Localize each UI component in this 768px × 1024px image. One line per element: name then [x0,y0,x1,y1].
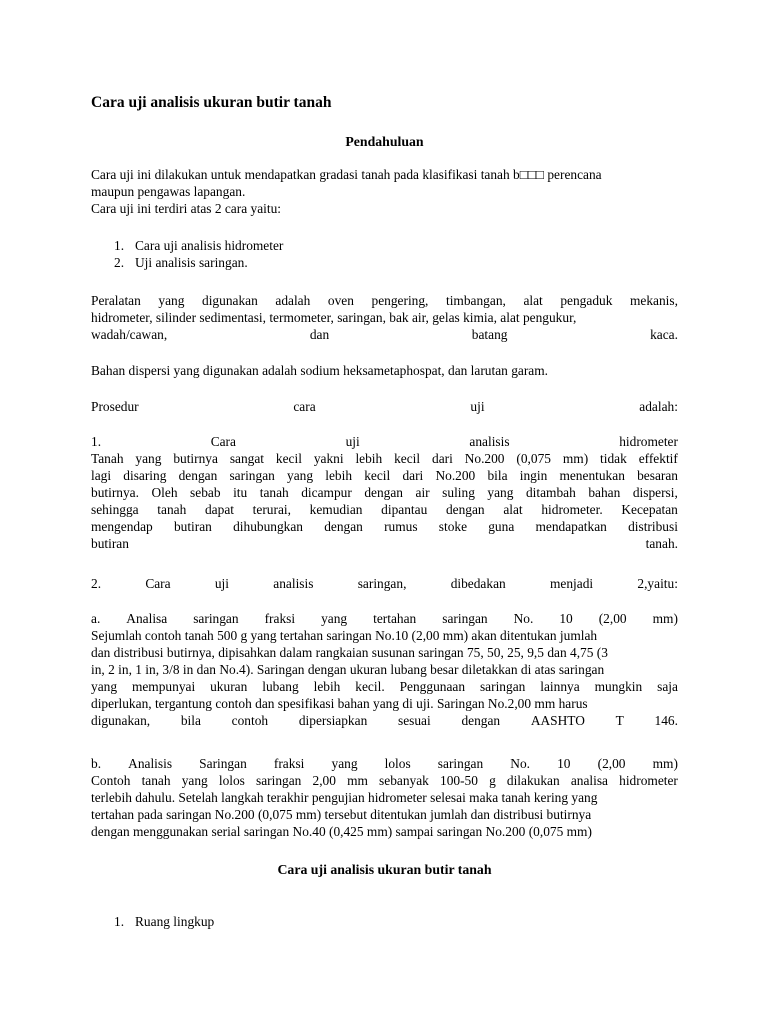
word: dicampur [301,485,352,500]
word: yang [135,451,162,466]
word: hidrometer. [541,502,603,517]
word: oven [327,293,354,308]
word: hidrometer [619,434,678,449]
text-line: terlebih dahulu. Setelah langkah terakhir pengujian hidrometer selesai maka tanah kering yang [91,790,598,805]
word: tanah. [645,536,678,551]
word: 100-50 [440,773,478,788]
text-line [91,772,678,789]
word: fraksi [273,756,305,771]
word: saringan [256,773,302,788]
text [91,501,678,518]
text [91,484,678,501]
text [91,678,678,695]
word: butiran [91,536,129,551]
word: fraksi [264,611,296,626]
text-line: Sejumlah contoh tanah 500 g yang tertahan saringan No.10 (2,00 mm) akan ditentukan jumlah [91,628,598,643]
word: lolos [384,756,411,771]
word: effektif [638,451,678,466]
word: dengan [178,468,218,483]
text-line [91,518,678,535]
word: AASHTO [530,713,585,728]
word: batang [471,327,508,342]
word: Cara [145,576,171,591]
text [91,450,678,467]
word: yang [91,679,118,694]
word: guna [488,519,515,534]
word: disaring [123,468,167,483]
word: dengan [324,519,363,534]
word: digunakan [202,293,258,308]
word: wadah/cawan, [91,327,168,342]
word: lebih [325,468,353,483]
word: mm [347,773,368,788]
word: mm) [652,611,678,626]
intro-line: Cara uji ini terdiri atas 2 cara yaitu: [91,201,281,216]
word: lagi [91,468,112,483]
word: kemudian [309,502,363,517]
word: adalah: [639,399,678,414]
word: hidrometer [619,773,678,788]
word: kaca. [650,327,678,342]
word: No. [510,756,530,771]
word: b. [91,756,102,771]
word: pengering, [371,293,429,308]
word: suling [442,485,475,500]
text [91,292,678,309]
text [91,467,678,484]
word: (2,00 [598,611,627,626]
fraksi-b-section [91,755,678,840]
word: T [615,713,624,728]
word: Analisa [126,611,168,626]
word: yang [158,293,185,308]
justified-line [91,326,678,343]
list-text: Ruang lingkup [135,914,215,929]
word: yakni [313,451,344,466]
word: dapat [204,502,234,517]
word: sangat [229,451,265,466]
text-line: in, 2 in, 1 in, 3/8 in dan No.4). Saringan dengan ukuran lubang besar diletakkan di atas saringan [91,662,605,677]
word: tanah [259,485,289,500]
word: lebih [355,451,383,466]
word: ingin [519,468,548,483]
word: saringan [193,611,239,626]
word: saringan [229,468,275,483]
intro-paragraph [91,166,678,217]
word: butirnya [173,451,218,466]
list-number: 2. [114,255,125,270]
word: Oleh [151,485,178,500]
word: No.200 [464,451,505,466]
intro-line: Cara uji ini dilakukan untuk mendapatkan gradasi tanah pada klasifikasi tanah b□□□ perencana [91,167,602,182]
word: tertahan [373,611,417,626]
text-line [91,450,678,467]
word: menjadi [549,576,594,591]
word: 10 [557,756,571,771]
word: dan [309,327,330,342]
word: kecil [364,468,391,483]
word: menentukan [559,468,625,483]
text-line: dengan menggunakan serial saringan No.40 (0,425 mm) sampai saringan No.200 (0,075 mm) [91,824,592,839]
word: butirnya. [91,485,139,500]
word: Peralatan [91,293,141,308]
word: Cara [210,434,236,449]
saringan-heading [91,575,678,592]
text-line: diperlukan, tergantung contoh dan spesifikasi bahan yang di uji. Saringan No.2,00 mm harus [91,696,588,711]
word: lolos [218,773,245,788]
list-item [114,254,283,271]
word: besaran [637,468,678,483]
text-line [91,501,678,518]
word: ditambah [525,485,576,500]
word: bila [180,713,201,728]
word: alat [523,293,543,308]
word: kecil. [355,679,385,694]
word: dipersiapkan [298,713,368,728]
text-line [91,467,678,484]
word: saringan, [357,576,407,591]
fraksi-b-heading [91,755,678,772]
word: mm) [562,451,589,466]
word: saja [657,679,678,694]
word: kecil [394,451,421,466]
word: 2. [91,576,102,591]
word: analisis [273,576,314,591]
word: adalah [275,293,311,308]
word: dipantau [381,502,428,517]
intro-line: maupun pengawas lapangan. [91,184,246,199]
list-item [114,913,214,930]
list-number: 1. [114,238,125,253]
word: dengan [445,502,485,517]
word: bila [487,468,508,483]
word: Analisis [128,756,173,771]
word: yang [487,485,514,500]
word: ukuran [210,679,248,694]
text-line [91,484,678,501]
word: sesuai [397,713,431,728]
word: Contoh [91,773,131,788]
word: uji [214,576,229,591]
word: Penggunaan [399,679,466,694]
word: mendapatkan [535,519,607,534]
list-text: Cara uji analisis hidrometer [135,238,284,253]
word: mm) [652,756,678,771]
word: uji [470,399,485,414]
word: mengendap [91,519,153,534]
word: No.200 [435,468,476,483]
word: dari [402,468,424,483]
scope-list [114,913,214,930]
fraksi-a-heading [91,610,678,627]
word: saringan [437,756,484,771]
word: 1. [91,434,102,449]
word: mekanis, [629,293,678,308]
word: timbangan, [445,293,506,308]
word: mempunyai [131,679,196,694]
prosedur-line [91,398,678,415]
word: (0,075 [516,451,551,466]
text-line: hidrometer, silinder sedimentasi, termometer, saringan, bak air, gelas kimia, alat pengukur, [91,310,577,325]
word: Saringan [199,756,247,771]
word: 2,00 [312,773,336,788]
word: tanah [141,773,171,788]
word: air [415,485,430,500]
list-item [114,237,283,254]
text-line: tertahan pada saringan No.200 (0,075 mm) tersebut ditentukan jumlah dan distribusi butirnya [91,807,592,822]
document-title: Cara uji analisis ukuran butir tanah [91,94,332,111]
text-line: dan distribusi butirnya, dipisahkan dalam rangkaian susunan saringan 75, 50, 25, 9,5 dan 4,75 (3 [91,645,608,660]
word: alat [503,502,523,517]
word: contoh [231,713,269,728]
word: Kecepatan [621,502,678,517]
word: yang [287,468,314,483]
section-heading-cara-uji: Cara uji analisis ukuran butir tanah [277,862,492,877]
word: kecil [275,451,302,466]
peralatan-paragraph [91,292,678,343]
word: uji [345,434,360,449]
word: mungkin [594,679,643,694]
word: pengaduk [560,293,613,308]
word: dispersi, [632,485,678,500]
text [91,518,678,535]
word: stoke [438,519,468,534]
method-list [114,237,283,271]
word: dengan [461,713,501,728]
text-line [91,678,678,695]
word: Tanah [91,451,124,466]
word: (2,00 [597,756,626,771]
fraksi-a-section [91,610,678,729]
word: lainnya [540,679,580,694]
justified-line [91,712,678,729]
word: analisa [570,773,609,788]
word: yang [321,611,348,626]
word: bahan [588,485,621,500]
text [91,772,678,789]
bahan-paragraph: Bahan dispersi yang digunakan adalah sodium heksametaphospat, dan larutan garam. [91,363,549,378]
word: dilakukan [506,773,560,788]
word: lebih [313,679,341,694]
word: dibedakan [450,576,506,591]
word: cara [293,399,316,414]
word: No. [513,611,534,626]
hidrometer-heading [91,433,678,450]
word: tanah [157,502,187,517]
hidrometer-section [91,433,678,552]
word: lubang [262,679,299,694]
word: butiran [173,519,212,534]
text-line [91,292,678,309]
word: tidak [600,451,627,466]
word: sehingga [91,502,139,517]
word: yang [181,773,208,788]
list-text: Uji analisis saringan. [135,255,248,270]
word: itu [233,485,248,500]
word: 2,yaitu: [637,576,678,591]
word: a. [91,611,101,626]
word: Prosedur [91,399,139,414]
word: dengan [364,485,403,500]
word: rumus [384,519,418,534]
word: distribusi [628,519,678,534]
word: 146. [654,713,678,728]
word: saringan [442,611,488,626]
word: digunakan, [91,713,151,728]
list-number: 1. [114,914,125,929]
word: sebanyak [379,773,429,788]
word: 10 [559,611,573,626]
word: dari [432,451,453,466]
word: sebab [190,485,221,500]
word: saringan [479,679,526,694]
justified-line [91,535,678,552]
word: dihubungkan [233,519,303,534]
word: g [489,773,496,788]
word: terurai, [252,502,291,517]
word: yang [331,756,358,771]
word: analisis [469,434,510,449]
section-heading-pendahuluan: Pendahuluan [345,134,424,149]
